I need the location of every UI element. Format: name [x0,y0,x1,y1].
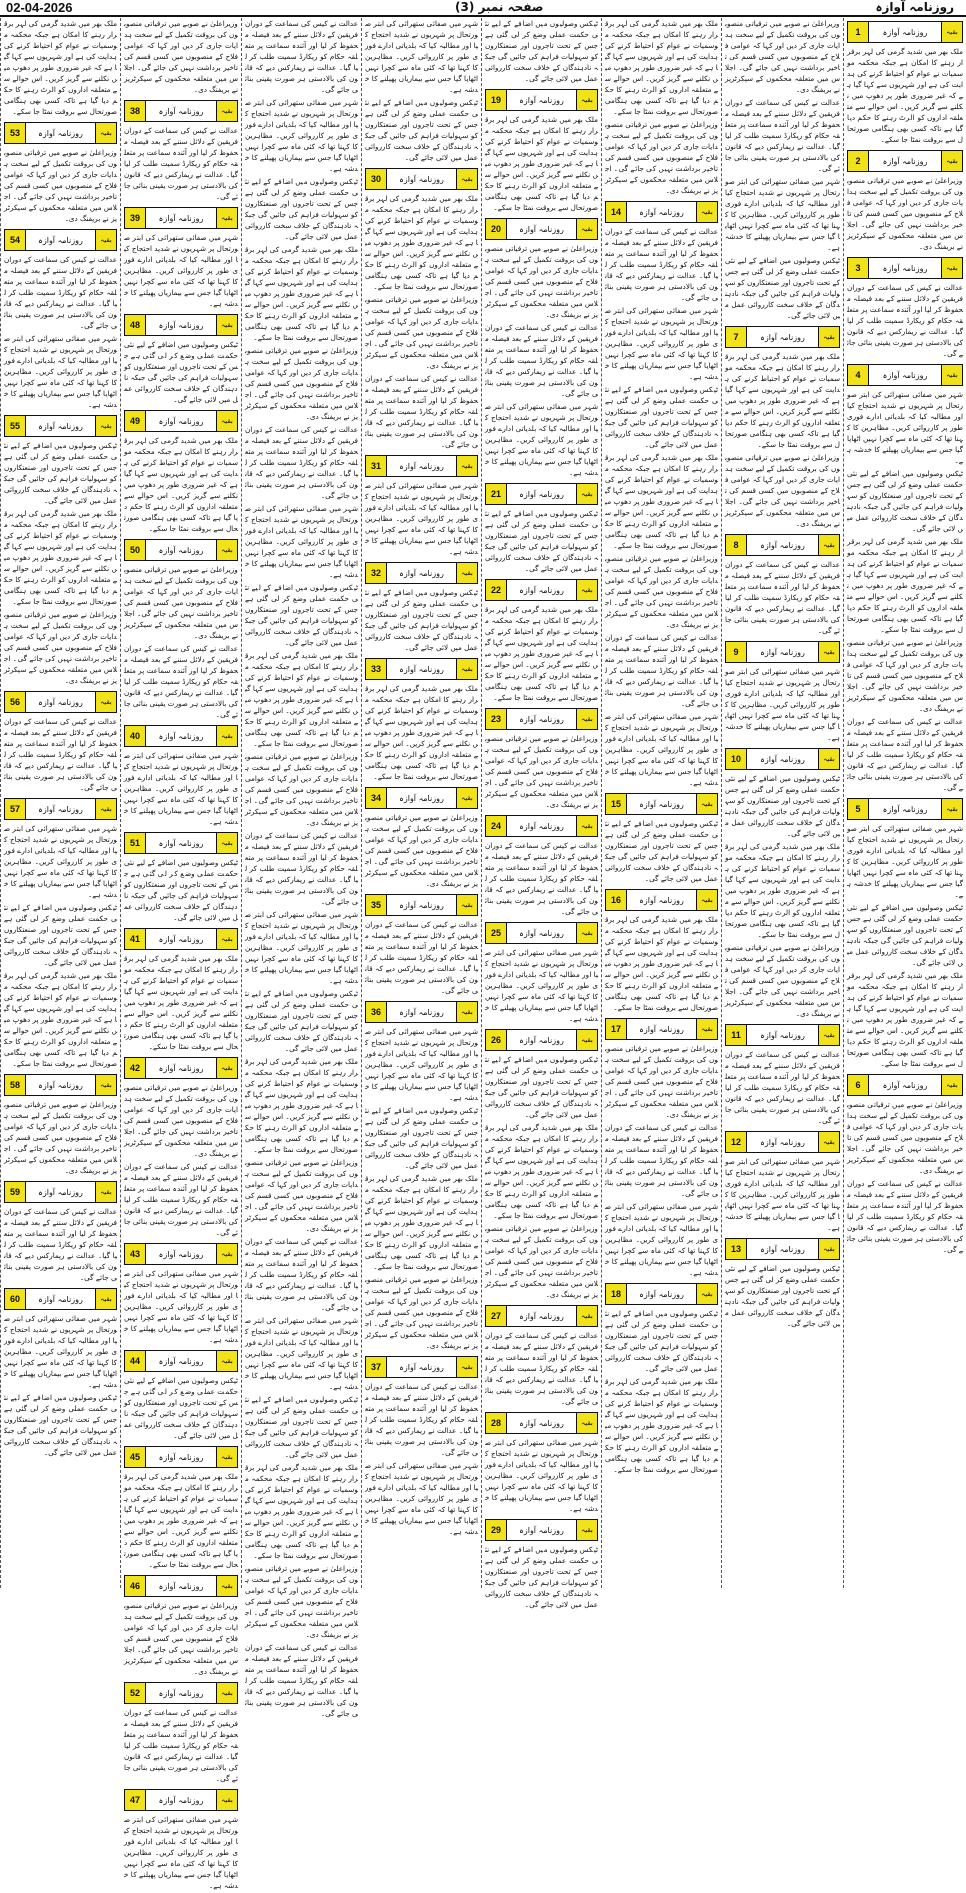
continuation-box: 16 روزنامہ آوازہ بقیہ [605,889,718,911]
column-1: 1 روزنامہ آوازہ بقیہ ملک بھر میں شدید گرمی کی لہر برقرار رہنے کا امکان ہے جبکہ محکمہ موسمیات نے عوام کو احتیاط کرنے کی ہدایت کی ہے اور شہریوں سے کہا گیا ہے کہ غیر ضروری طور پر دھوپ میں نکلنے سے گریز کریں۔ اس حوالے سے متعلقہ اداروں کو الرٹ رہنے کا حکم دیا گیا ہے تاکہ کسی بھی ہنگامی صورتحال سے بروقت نمٹا جا سکے۔ 2 روزنامہ آوازہ بقیہ وزیراعلیٰ نے صوبے میں ترقیاتی منصوبوں کی بروقت تکمیل کے لیے سخت ہدایات جاری کر دیں اور کہا کہ عوامی فلاح کے منصوبوں میں کسی قسم کی تاخیر برداشت نہیں کی جائے گی۔ اجلاس میں متعلقہ محکموں کے سیکرٹریز نے بریفنگ دی۔ 3 روزنامہ آوازہ بقیہ عدالت نے کیس کی سماعت کے دوران فریقین کے دلائل سننے کے بعد فیصلہ محفوظ کر لیا اور آئندہ سماعت پر متعلقہ حکام کو ریکارڈ سمیت طلب کر لیا گیا۔ عدالت نے ریمارکس دیے کہ قانون کی بالادستی ہر صورت یقینی بنائی جائے گی۔ 4 روزنامہ آوازہ بقیہ شہر میں صفائی ستھرائی کی ابتر صورتحال پر شہریوں نے شدید احتجاج کیا اور مطالبہ کیا کہ بلدیاتی ادارے فوری طور پر کارروائی کریں۔ مظاہرین کا کہنا تھا کہ کئی ماہ سے کچرا نہیں اٹھایا گیا جس سے بیماریاں پھیلنے کا خدشہ ہے۔ ٹیکس وصولیوں میں اضافے کے لیے نئی حکمت عملی وضع کر لی گئی ہے جس کے تحت تاجروں اور صنعتکاروں کو سہولیات فراہم کی جائیں گی جبکہ نادہندگان کے خلاف سخت کارروائی عمل میں لائی جائے گی۔ ملک بھر میں شدید گرمی کی لہر برقرار رہنے کا امکان ہے جبکہ محکمہ موسمیات نے عوام کو احتیاط کرنے کی ہدایت کی ہے اور شہریوں سے کہا گیا ہے کہ غیر ضروری طور پر دھوپ میں نکلنے سے گریز کریں۔ اس حوالے سے متعلقہ اداروں کو الرٹ رہنے کا حکم دیا گیا ہے تاکہ کسی بھی ہنگامی صورتحال سے بروقت نمٹا جا سکے۔ وزیراعلیٰ نے صوبے میں ترقیاتی منصوبوں کی بروقت تکمیل کے لیے سخت ہدایات جاری کر دیں اور کہا کہ عوامی فلاح کے منصوبوں میں کسی قسم کی تاخیر برداشت نہیں کی جائے گی۔ اجلاس میں متعلقہ محکموں کے سیکرٹریز نے بریفنگ دی۔ عدالت نے کیس کی سماعت کے دوران فریقین کے دلائل سننے کے بعد فیصلہ محفوظ کر لیا اور آئندہ سماعت پر متعلقہ حکام کو ریکارڈ سمیت طلب کر لیا گیا۔ عدالت نے ریمارکس دیے کہ قانون کی بالادستی ہر صورت یقینی بنائی جائے گی۔ 5 روزنامہ آوازہ بقیہ شہر میں صفائی ستھرائی کی ابتر صورتحال پر شہریوں نے شدید احتجاج کیا اور مطالبہ کیا کہ بلدیاتی ادارے فوری طور پر کارروائی کریں۔ مظاہرین کا کہنا تھا کہ کئی ماہ سے کچرا نہیں اٹھایا گیا جس سے بیماریاں پھیلنے کا خدشہ ہے۔ ٹیکس وصولیوں میں اضافے کے لیے نئی حکمت عملی وضع کر لی گئی ہے جس کے تحت تاجروں اور صنعتکاروں کو سہولیات فراہم کی جائیں گی جبکہ نادہندگان کے خلاف سخت کارروائی عمل میں لائی جائے گی۔ ملک بھر میں شدید گرمی کی لہر برقرار رہنے کا امکان ہے جبکہ محکمہ موسمیات نے عوام کو احتیاط کرنے کی ہدایت کی ہے اور شہریوں سے کہا گیا ہے کہ غیر ضروری طور پر دھوپ میں نکلنے سے گریز کریں۔ اس حوالے سے متعلقہ اداروں کو الرٹ رہنے کا حکم دیا گیا ہے تاکہ کسی بھی ہنگامی صورتحال سے بروقت نمٹا جا سکے۔ 6 روزنامہ آوازہ بقیہ وزیراعلیٰ نے صوبے میں ترقیاتی منصوبوں کی بروقت تکمیل کے لیے سخت ہدایات جاری کر دیں اور کہا کہ عوامی فلاح کے منصوبوں میں کسی قسم کی تاخیر برداشت نہیں کی جائے گی۔ اجلاس میں متعلقہ محکموں کے سیکرٹریز نے بریفنگ دی۔ عدالت نے کیس کی سماعت کے دوران فریقین کے دلائل سننے کے بعد فیصلہ محفوظ کر لیا اور آئندہ سماعت پر متعلقہ حکام کو ریکارڈ سمیت طلب کر لیا گیا۔ عدالت نے ریمارکس دیے کہ قانون کی بالادستی ہر صورت یقینی بنائی جائے گی۔ [843,18,966,1588]
continuation-box: 41 روزنامہ آوازہ بقیہ [124,928,238,950]
header-rule [0,15,966,17]
article-text: شہر میں صفائی ستھرائی کی ابتر صورتحال پر شہریوں نے شدید احتجاج کیا اور مطالبہ کیا کہ بلدیاتی ادارے فوری طور پر کارروائی کریں۔ مظاہرین کا کہنا تھا کہ کئی ماہ سے کچرا نہیں اٹھایا گیا جس سے بیماریاں پھیلنے کا خدشہ ہے۔ [4,1314,117,1389]
continuation-box: 30 روزنامہ آوازہ بقیہ [365,168,478,190]
continuation-box: 52 روزنامہ آوازہ بقیہ [124,1682,238,1704]
continuation-box: 26 روزنامہ آوازہ بقیہ [485,1029,598,1051]
continuation-box: 24 روزنامہ آوازہ بقیہ [485,815,598,837]
continuation-box: 45 روزنامہ آوازہ بقیہ [124,1446,238,1468]
continuation-box: 13 روزنامہ آوازہ بقیہ [725,1238,840,1260]
continuation-box: 29 روزنامہ آوازہ بقیہ [485,1519,598,1541]
continuation-box: 59 روزنامہ آوازہ بقیہ [4,1181,117,1203]
continuation-box: 1 روزنامہ آوازہ بقیہ [847,21,963,43]
continuation-box: 54 روزنامہ آوازہ بقیہ [4,229,117,251]
issue-date: 02-04-2026 [6,0,73,15]
continuation-box: 14 روزنامہ آوازہ بقیہ [605,201,718,223]
continuation-box: 10 روزنامہ آوازہ بقیہ [725,748,840,770]
masthead [0,0,966,16]
continuation-box: 15 روزنامہ آوازہ بقیہ [605,793,718,815]
continuation-box: 47 روزنامہ آوازہ بقیہ [124,1789,238,1811]
column-3: ملک بھر میں شدید گرمی کی لہر برقرار رہنے کا امکان ہے جبکہ محکمہ موسمیات نے عوام کو احتیاط کرنے کی ہدایت کی ہے اور شہریوں سے کہا گیا ہے کہ غیر ضروری طور پر دھوپ میں نکلنے سے گریز کریں۔ اس حوالے سے متعلقہ اداروں کو الرٹ رہنے کا حکم دیا گیا ہے تاکہ کسی بھی ہنگامی صورتحال سے بروقت نمٹا جا سکے۔ وزیراعلیٰ نے صوبے میں ترقیاتی منصوبوں کی بروقت تکمیل کے لیے سخت ہدایات جاری کر دیں اور کہا کہ عوامی فلاح کے منصوبوں میں کسی قسم کی تاخیر برداشت نہیں کی جائے گی۔ اجلاس میں متعلقہ محکموں کے سیکرٹریز نے بریفنگ دی۔ 14 روزنامہ آوازہ بقیہ عدالت نے کیس کی سماعت کے دوران فریقین کے دلائل سننے کے بعد فیصلہ محفوظ کر لیا اور آئندہ سماعت پر متعلقہ حکام کو ریکارڈ سمیت طلب کر لیا گیا۔ عدالت نے ریمارکس دیے کہ قانون کی بالادستی ہر صورت یقینی بنائی جائے گی۔ شہر میں صفائی ستھرائی کی ابتر صورتحال پر شہریوں نے شدید احتجاج کیا اور مطالبہ کیا کہ بلدیاتی ادارے فوری طور پر کارروائی کریں۔ مظاہرین کا کہنا تھا کہ کئی ماہ سے کچرا نہیں اٹھایا گیا جس سے بیماریاں پھیلنے کا خدشہ ہے۔ ٹیکس وصولیوں میں اضافے کے لیے نئی حکمت عملی وضع کر لی گئی ہے جس کے تحت تاجروں اور صنعتکاروں کو سہولیات فراہم کی جائیں گی جبکہ نادہندگان کے خلاف سخت کارروائی عمل میں لائی جائے گی۔ ملک بھر میں شدید گرمی کی لہر برقرار رہنے کا امکان ہے جبکہ محکمہ موسمیات نے عوام کو احتیاط کرنے کی ہدایت کی ہے اور شہریوں سے کہا گیا ہے کہ غیر ضروری طور پر دھوپ میں نکلنے سے گریز کریں۔ اس حوالے سے متعلقہ اداروں کو الرٹ رہنے کا حکم دیا گیا ہے تاکہ کسی بھی ہنگامی صورتحال سے بروقت نمٹا جا سکے۔ وزیراعلیٰ نے صوبے میں ترقیاتی منصوبوں کی بروقت تکمیل کے لیے سخت ہدایات جاری کر دیں اور کہا کہ عوامی فلاح کے منصوبوں میں کسی قسم کی تاخیر برداشت نہیں کی جائے گی۔ اجلاس میں متعلقہ محکموں کے سیکرٹریز نے بریفنگ دی۔ عدالت نے کیس کی سماعت کے دوران فریقین کے دلائل سننے کے بعد فیصلہ محفوظ کر لیا اور آئندہ سماعت پر متعلقہ حکام کو ریکارڈ سمیت طلب کر لیا گیا۔ عدالت نے ریمارکس دیے کہ قانون کی بالادستی ہر صورت یقینی بنائی جائے گی۔ شہر میں صفائی ستھرائی کی ابتر صورتحال پر شہریوں نے شدید احتجاج کیا اور مطالبہ کیا کہ بلدیاتی ادارے فوری طور پر کارروائی کریں۔ مظاہرین کا کہنا تھا کہ کئی ماہ سے کچرا نہیں اٹھایا گیا جس سے بیماریاں پھیلنے کا خدشہ ہے۔ 15 روزنامہ آوازہ بقیہ ٹیکس وصولیوں میں اضافے کے لیے نئی حکمت عملی وضع کر لی گئی ہے جس کے تحت تاجروں اور صنعتکاروں کو سہولیات فراہم کی جائیں گی جبکہ نادہندگان کے خلاف سخت کارروائی عمل میں لائی جائے گی۔ 16 روزنامہ آوازہ بقیہ ملک بھر میں شدید گرمی کی لہر برقرار رہنے کا امکان ہے جبکہ محکمہ موسمیات نے عوام کو احتیاط کرنے کی ہدایت کی ہے اور شہریوں سے کہا گیا ہے کہ غیر ضروری طور پر دھوپ میں نکلنے سے گریز کریں۔ اس حوالے سے متعلقہ اداروں کو الرٹ رہنے کا حکم دیا گیا ہے تاکہ کسی بھی ہنگامی صورتحال سے بروقت نمٹا جا سکے۔ 17 روزنامہ آوازہ بقیہ وزیراعلیٰ نے صوبے میں ترقیاتی منصوبوں کی بروقت تکمیل کے لیے سخت ہدایات جاری کر دیں اور کہا کہ عوامی فلاح کے منصوبوں میں کسی قسم کی تاخیر برداشت نہیں کی جائے گی۔ اجلاس میں متعلقہ محکموں کے سیکرٹریز نے بریفنگ دی۔ عدالت نے کیس کی سماعت کے دوران فریقین کے دلائل سننے کے بعد فیصلہ محفوظ کر لیا اور آئندہ سماعت پر متعلقہ حکام کو ریکارڈ سمیت طلب کر لیا گیا۔ عدالت نے ریمارکس دیے کہ قانون کی بالادستی ہر صورت یقینی بنائی جائے گی۔ شہر میں صفائی ستھرائی کی ابتر صورتحال پر شہریوں نے شدید احتجاج کیا اور مطالبہ کیا کہ بلدیاتی ادارے فوری طور پر کارروائی کریں۔ مظاہرین کا کہنا تھا کہ کئی ماہ سے کچرا نہیں اٹھایا گیا جس سے بیماریاں پھیلنے کا خدشہ ہے۔ 18 روزنامہ آوازہ بقیہ ٹیکس وصولیوں میں اضافے کے لیے نئی حکمت عملی وضع کر لی گئی ہے جس کے تحت تاجروں اور صنعتکاروں کو سہولیات فراہم کی جائیں گی جبکہ نادہندگان کے خلاف سخت کارروائی عمل میں لائی جائے گی۔ ملک بھر میں شدید گرمی کی لہر برقرار رہنے کا امکان ہے جبکہ محکمہ موسمیات نے عوام کو احتیاط کرنے کی ہدایت کی ہے اور شہریوں سے کہا گیا ہے کہ غیر ضروری طور پر دھوپ میں نکلنے سے گریز کریں۔ اس حوالے سے متعلقہ اداروں کو الرٹ رہنے کا حکم دیا گیا ہے تاکہ کسی بھی ہنگامی صورتحال سے بروقت نمٹا جا سکے۔ [601,18,721,1588]
continuation-box: 22 روزنامہ آوازہ بقیہ [485,579,598,601]
continuation-box: 28 روزنامہ آوازہ بقیہ [485,1412,598,1434]
continuation-box: 33 روزنامہ آوازہ بقیہ [365,658,478,680]
article-text: ٹیکس وصولیوں میں اضافے کے لیے نئی حکمت عملی وضع کر لی گئی ہے جس کے تحت تاجروں اور صنعتکاروں کو سہولیات فراہم کی جائیں گی جبکہ نادہندگان کے خلاف سخت کارروائی عمل میں لائی جائے گی۔ [4,441,117,505]
continuation-box: 37 روزنامہ آوازہ بقیہ [365,1356,478,1378]
continuation-box: 17 روزنامہ آوازہ بقیہ [605,1018,718,1040]
column-6: عدالت نے کیس کی سماعت کے دوران فریقین کے دلائل سننے کے بعد فیصلہ محفوظ کر لیا اور آئندہ سماعت پر متعلقہ حکام کو ریکارڈ سمیت طلب کر لیا گیا۔ عدالت نے ریمارکس دیے کہ قانون کی بالادستی ہر صورت یقینی بنائی جائے گی۔ شہر میں صفائی ستھرائی کی ابتر صورتحال پر شہریوں نے شدید احتجاج کیا اور مطالبہ کیا کہ بلدیاتی ادارے فوری طور پر کارروائی کریں۔ مظاہرین کا کہنا تھا کہ کئی ماہ سے کچرا نہیں اٹھایا گیا جس سے بیماریاں پھیلنے کا خدشہ ہے۔ ٹیکس وصولیوں میں اضافے کے لیے نئی حکمت عملی وضع کر لی گئی ہے جس کے تحت تاجروں اور صنعتکاروں کو سہولیات فراہم کی جائیں گی جبکہ نادہندگان کے خلاف سخت کارروائی عمل میں لائی جائے گی۔ ملک بھر میں شدید گرمی کی لہر برقرار رہنے کا امکان ہے جبکہ محکمہ موسمیات نے عوام کو احتیاط کرنے کی ہدایت کی ہے اور شہریوں سے کہا گیا ہے کہ غیر ضروری طور پر دھوپ میں نکلنے سے گریز کریں۔ اس حوالے سے متعلقہ اداروں کو الرٹ رہنے کا حکم دیا گیا ہے تاکہ کسی بھی ہنگامی صورتحال سے بروقت نمٹا جا سکے۔ وزیراعلیٰ نے صوبے میں ترقیاتی منصوبوں کی بروقت تکمیل کے لیے سخت ہدایات جاری کر دیں اور کہا کہ عوامی فلاح کے منصوبوں میں کسی قسم کی تاخیر برداشت نہیں کی جائے گی۔ اجلاس میں متعلقہ محکموں کے سیکرٹریز نے بریفنگ دی۔ عدالت نے کیس کی سماعت کے دوران فریقین کے دلائل سننے کے بعد فیصلہ محفوظ کر لیا اور آئندہ سماعت پر متعلقہ حکام کو ریکارڈ سمیت طلب کر لیا گیا۔ عدالت نے ریمارکس دیے کہ قانون کی بالادستی ہر صورت یقینی بنائی جائے گی۔ شہر میں صفائی ستھرائی کی ابتر صورتحال پر شہریوں نے شدید احتجاج کیا اور مطالبہ کیا کہ بلدیاتی ادارے فوری طور پر کارروائی کریں۔ مظاہرین کا کہنا تھا کہ کئی ماہ سے کچرا نہیں اٹھایا گیا جس سے بیماریاں پھیلنے کا خدشہ ہے۔ ٹیکس وصولیوں میں اضافے کے لیے نئی حکمت عملی وضع کر لی گئی ہے جس کے تحت تاجروں اور صنعتکاروں کو سہولیات فراہم کی جائیں گی جبکہ نادہندگان کے خلاف سخت کارروائی عمل میں لائی جائے گی۔ ملک بھر میں شدید گرمی کی لہر برقرار رہنے کا امکان ہے جبکہ محکمہ موسمیات نے عوام کو احتیاط کرنے کی ہدایت کی ہے اور شہریوں سے کہا گیا ہے کہ غیر ضروری طور پر دھوپ میں نکلنے سے گریز کریں۔ اس حوالے سے متعلقہ اداروں کو الرٹ رہنے کا حکم دیا گیا ہے تاکہ کسی بھی ہنگامی صورتحال سے بروقت نمٹا جا سکے۔ وزیراعلیٰ نے صوبے میں ترقیاتی منصوبوں کی بروقت تکمیل کے لیے سخت ہدایات جاری کر دیں اور کہا کہ عوامی فلاح کے منصوبوں میں کسی قسم کی تاخیر برداشت نہیں کی جائے گی۔ اجلاس میں متعلقہ محکموں کے سیکرٹریز نے بریفنگ دی۔ عدالت نے کیس کی سماعت کے دوران فریقین کے دلائل سننے کے بعد فیصلہ محفوظ کر لیا اور آئندہ سماعت پر متعلقہ حکام کو ریکارڈ سمیت طلب کر لیا گیا۔ عدالت نے ریمارکس دیے کہ قانون کی بالادستی ہر صورت یقینی بنائی جائے گی۔ شہر میں صفائی ستھرائی کی ابتر صورتحال پر شہریوں نے شدید احتجاج کیا اور مطالبہ کیا کہ بلدیاتی ادارے فوری طور پر کارروائی کریں۔ مظاہرین کا کہنا تھا کہ کئی ماہ سے کچرا نہیں اٹھایا گیا جس سے بیماریاں پھیلنے کا خدشہ ہے۔ ٹیکس وصولیوں میں اضافے کے لیے نئی حکمت عملی وضع کر لی گئی ہے جس کے تحت تاجروں اور صنعتکاروں کو سہولیات فراہم کی جائیں گی جبکہ نادہندگان کے خلاف سخت کارروائی عمل میں لائی جائے گی۔ ملک بھر میں شدید گرمی کی لہر برقرار رہنے کا امکان ہے جبکہ محکمہ موسمیات نے عوام کو احتیاط کرنے کی ہدایت کی ہے اور شہریوں سے کہا گیا ہے کہ غیر ضروری طور پر دھوپ میں نکلنے سے گریز کریں۔ اس حوالے سے متعلقہ اداروں کو الرٹ رہنے کا حکم دیا گیا ہے تاکہ کسی بھی ہنگامی صورتحال سے بروقت نمٹا جا سکے۔ وزیراعلیٰ نے صوبے میں ترقیاتی منصوبوں کی بروقت تکمیل کے لیے سخت ہدایات جاری کر دیں اور کہا کہ عوامی فلاح کے منصوبوں میں کسی قسم کی تاخیر برداشت نہیں کی جائے گی۔ اجلاس میں متعلقہ محکموں کے سیکرٹریز نے بریفنگ دی۔ عدالت نے کیس کی سماعت کے دوران فریقین کے دلائل سننے کے بعد فیصلہ محفوظ کر لیا اور آئندہ سماعت پر متعلقہ حکام کو ریکارڈ سمیت طلب کر لیا گیا۔ عدالت نے ریمارکس دیے کہ قانون کی بالادستی ہر صورت یقینی بنائی جائے گی۔ شہر میں صفائی ستھرائی کی ابتر صورتحال پر شہریوں نے شدید احتجاج کیا اور مطالبہ کیا کہ بلدیاتی ادارے فوری طور پر کارروائی کریں۔ مظاہرین کا کہنا تھا کہ کئی ماہ سے کچرا نہیں اٹھایا گیا جس سے بیماریاں پھیلنے کا خدشہ ہے۔ ٹیکس وصولیوں میں اضافے کے لیے نئی حکمت عملی وضع کر لی گئی ہے جس کے تحت تاجروں اور صنعتکاروں کو سہولیات فراہم کی جائیں گی جبکہ نادہندگان کے خلاف سخت کارروائی عمل میں لائی جائے گی۔ ملک بھر میں شدید گرمی کی لہر برقرار رہنے کا امکان ہے جبکہ محکمہ موسمیات نے عوام کو احتیاط کرنے کی ہدایت کی ہے اور شہریوں سے کہا گیا ہے کہ غیر ضروری طور پر دھوپ میں نکلنے سے گریز کریں۔ اس حوالے سے متعلقہ اداروں کو الرٹ رہنے کا حکم دیا گیا ہے تاکہ کسی بھی ہنگامی صورتحال سے بروقت نمٹا جا سکے۔ وزیراعلیٰ نے صوبے میں ترقیاتی منصوبوں کی بروقت تکمیل کے لیے سخت ہدایات جاری کر دیں اور کہا کہ عوامی فلاح کے منصوبوں میں کسی قسم کی تاخیر برداشت نہیں کی جائے گی۔ اجلاس میں متعلقہ محکموں کے سیکرٹریز نے بریفنگ دی۔ عدالت نے کیس کی سماعت کے دوران فریقین کے دلائل سننے کے بعد فیصلہ محفوظ کر لیا اور آئندہ سماعت پر متعلقہ حکام کو ریکارڈ سمیت طلب کر لیا گیا۔ عدالت نے ریمارکس دیے کہ قانون کی بالادستی ہر صورت یقینی بنائی جائے گی۔ [241,18,361,1588]
article-text: ملک بھر میں شدید گرمی کی لہر برقرار رہنے کا امکان ہے جبکہ محکمہ موسمیات نے عوام کو احتیاط کرنے کی ہدایت کی ہے اور شہریوں سے کہا گیا ہے کہ غیر ضروری طور پر دھوپ میں نکلنے سے گریز کریں۔ اس حوالے سے متعلقہ اداروں کو الرٹ رہنے کا حکم دیا گیا ہے تاکہ کسی بھی ہنگامی صورتحال سے بروقت نمٹا جا سکے۔ [4,19,117,116]
article-text: ٹیکس وصولیوں میں اضافے کے لیے نئی حکمت عملی وضع کر لی گئی ہے جس کے تحت تاجروں اور صنعتکاروں کو سہولیات فراہم کی جائیں گی جبکہ نادہندگان کے خلاف سخت کارروائی عمل میں لائی جائے گی۔ [4,1393,117,1457]
continuation-box: 20 روزنامہ آوازہ بقیہ [485,218,598,240]
continuation-box: 49 روزنامہ آوازہ بقیہ [124,410,238,432]
continuation-box: 39 روزنامہ آوازہ بقیہ [124,207,238,229]
continuation-box: 58 روزنامہ آوازہ بقیہ [4,1074,117,1096]
continuation-box: 50 روزنامہ آوازہ بقیہ [124,539,238,561]
column-5: شہر میں صفائی ستھرائی کی ابتر صورتحال پر شہریوں نے شدید احتجاج کیا اور مطالبہ کیا کہ بلدیاتی ادارے فوری طور پر کارروائی کریں۔ مظاہرین کا کہنا تھا کہ کئی ماہ سے کچرا نہیں اٹھایا گیا جس سے بیماریاں پھیلنے کا خدشہ ہے۔ ٹیکس وصولیوں میں اضافے کے لیے نئی حکمت عملی وضع کر لی گئی ہے جس کے تحت تاجروں اور صنعتکاروں کو سہولیات فراہم کی جائیں گی جبکہ نادہندگان کے خلاف سخت کارروائی عمل میں لائی جائے گی۔ 30 روزنامہ آوازہ بقیہ ملک بھر میں شدید گرمی کی لہر برقرار رہنے کا امکان ہے جبکہ محکمہ موسمیات نے عوام کو احتیاط کرنے کی ہدایت کی ہے اور شہریوں سے کہا گیا ہے کہ غیر ضروری طور پر دھوپ میں نکلنے سے گریز کریں۔ اس حوالے سے متعلقہ اداروں کو الرٹ رہنے کا حکم دیا گیا ہے تاکہ کسی بھی ہنگامی صورتحال سے بروقت نمٹا جا سکے۔ وزیراعلیٰ نے صوبے میں ترقیاتی منصوبوں کی بروقت تکمیل کے لیے سخت ہدایات جاری کر دیں اور کہا کہ عوامی فلاح کے منصوبوں میں کسی قسم کی تاخیر برداشت نہیں کی جائے گی۔ اجلاس میں متعلقہ محکموں کے سیکرٹریز نے بریفنگ دی۔ عدالت نے کیس کی سماعت کے دوران فریقین کے دلائل سننے کے بعد فیصلہ محفوظ کر لیا اور آئندہ سماعت پر متعلقہ حکام کو ریکارڈ سمیت طلب کر لیا گیا۔ عدالت نے ریمارکس دیے کہ قانون کی بالادستی ہر صورت یقینی بنائی جائے گی۔ 31 روزنامہ آوازہ بقیہ شہر میں صفائی ستھرائی کی ابتر صورتحال پر شہریوں نے شدید احتجاج کیا اور مطالبہ کیا کہ بلدیاتی ادارے فوری طور پر کارروائی کریں۔ مظاہرین کا کہنا تھا کہ کئی ماہ سے کچرا نہیں اٹھایا گیا جس سے بیماریاں پھیلنے کا خدشہ ہے۔ 32 روزنامہ آوازہ بقیہ ٹیکس وصولیوں میں اضافے کے لیے نئی حکمت عملی وضع کر لی گئی ہے جس کے تحت تاجروں اور صنعتکاروں کو سہولیات فراہم کی جائیں گی جبکہ نادہندگان کے خلاف سخت کارروائی عمل میں لائی جائے گی۔ 33 روزنامہ آوازہ بقیہ ملک بھر میں شدید گرمی کی لہر برقرار رہنے کا امکان ہے جبکہ محکمہ موسمیات نے عوام کو احتیاط کرنے کی ہدایت کی ہے اور شہریوں سے کہا گیا ہے کہ غیر ضروری طور پر دھوپ میں نکلنے سے گریز کریں۔ اس حوالے سے متعلقہ اداروں کو الرٹ رہنے کا حکم دیا گیا ہے تاکہ کسی بھی ہنگامی صورتحال سے بروقت نمٹا جا سکے۔ 34 روزنامہ آوازہ بقیہ وزیراعلیٰ نے صوبے میں ترقیاتی منصوبوں کی بروقت تکمیل کے لیے سخت ہدایات جاری کر دیں اور کہا کہ عوامی فلاح کے منصوبوں میں کسی قسم کی تاخیر برداشت نہیں کی جائے گی۔ اجلاس میں متعلقہ محکموں کے سیکرٹریز نے بریفنگ دی۔ 35 روزنامہ آوازہ بقیہ عدالت نے کیس کی سماعت کے دوران فریقین کے دلائل سننے کے بعد فیصلہ محفوظ کر لیا اور آئندہ سماعت پر متعلقہ حکام کو ریکارڈ سمیت طلب کر لیا گیا۔ عدالت نے ریمارکس دیے کہ قانون کی بالادستی ہر صورت یقینی بنائی جائے گی۔ 36 روزنامہ آوازہ بقیہ شہر میں صفائی ستھرائی کی ابتر صورتحال پر شہریوں نے شدید احتجاج کیا اور مطالبہ کیا کہ بلدیاتی ادارے فوری طور پر کارروائی کریں۔ مظاہرین کا کہنا تھا کہ کئی ماہ سے کچرا نہیں اٹھایا گیا جس سے بیماریاں پھیلنے کا خدشہ ہے۔ ٹیکس وصولیوں میں اضافے کے لیے نئی حکمت عملی وضع کر لی گئی ہے جس کے تحت تاجروں اور صنعتکاروں کو سہولیات فراہم کی جائیں گی جبکہ نادہندگان کے خلاف سخت کارروائی عمل میں لائی جائے گی۔ ملک بھر میں شدید گرمی کی لہر برقرار رہنے کا امکان ہے جبکہ محکمہ موسمیات نے عوام کو احتیاط کرنے کی ہدایت کی ہے اور شہریوں سے کہا گیا ہے کہ غیر ضروری طور پر دھوپ میں نکلنے سے گریز کریں۔ اس حوالے سے متعلقہ اداروں کو الرٹ رہنے کا حکم دیا گیا ہے تاکہ کسی بھی ہنگامی صورتحال سے بروقت نمٹا جا سکے۔ وزیراعلیٰ نے صوبے میں ترقیاتی منصوبوں کی بروقت تکمیل کے لیے سخت ہدایات جاری کر دیں اور کہا کہ عوامی فلاح کے منصوبوں میں کسی قسم کی تاخیر برداشت نہیں کی جائے گی۔ اجلاس میں متعلقہ محکموں کے سیکرٹریز نے بریفنگ دی۔ 37 روزنامہ آوازہ بقیہ عدالت نے کیس کی سماعت کے دوران فریقین کے دلائل سننے کے بعد فیصلہ محفوظ کر لیا اور آئندہ سماعت پر متعلقہ حکام کو ریکارڈ سمیت طلب کر لیا گیا۔ عدالت نے ریمارکس دیے کہ قانون کی بالادستی ہر صورت یقینی بنائی جائے گی۔ شہر میں صفائی ستھرائی کی ابتر صورتحال پر شہریوں نے شدید احتجاج کیا اور مطالبہ کیا کہ بلدیاتی ادارے فوری طور پر کارروائی کریں۔ مظاہرین کا کہنا تھا کہ کئی ماہ سے کچرا نہیں اٹھایا گیا جس سے بیماریاں پھیلنے کا خدشہ ہے۔ [361,18,481,1588]
continuation-box: 27 روزنامہ آوازہ بقیہ [485,1305,598,1327]
article-text: شہر میں صفائی ستھرائی کی ابتر صورتحال پر شہریوں نے شدید احتجاج کیا اور مطالبہ کیا کہ بلدیاتی ادارے فوری طور پر کارروائی کریں۔ مظاہرین کا کہنا تھا کہ کئی ماہ سے کچرا نہیں اٹھایا گیا جس سے بیماریاں پھیلنے کا خدشہ ہے۔ [4,334,117,409]
continuation-box: 60 روزنامہ آوازہ بقیہ [4,1288,117,1310]
continuation-box: 21 روزنامہ آوازہ بقیہ [485,483,598,505]
continuation-box: 48 روزنامہ آوازہ بقیہ [124,314,238,336]
continuation-box: 5 روزنامہ آوازہ بقیہ [847,798,963,820]
continuation-box: 40 روزنامہ آوازہ بقیہ [124,725,238,747]
continuation-box: 6 روزنامہ آوازہ بقیہ [847,1074,963,1096]
continuation-box: 46 روزنامہ آوازہ بقیہ [124,1575,238,1597]
continuation-box: 56 روزنامہ آوازہ بقیہ [4,691,117,713]
continuation-box: 9 روزنامہ آوازہ بقیہ [725,641,840,663]
article-text: ٹیکس وصولیوں میں اضافے کے لیے نئی حکمت عملی وضع کر لی گئی ہے جس کے تحت تاجروں اور صنعتکاروں کو سہولیات فراہم کی جائیں گی جبکہ نادہندگان کے خلاف سخت کارروائی عمل میں لائی جائے گی۔ [4,903,117,967]
continuation-box: 31 روزنامہ آوازہ بقیہ [365,455,478,477]
column-2: وزیراعلیٰ نے صوبے میں ترقیاتی منصوبوں کی بروقت تکمیل کے لیے سخت ہدایات جاری کر دیں اور کہا کہ عوامی فلاح کے منصوبوں میں کسی قسم کی تاخیر برداشت نہیں کی جائے گی۔ اجلاس میں متعلقہ محکموں کے سیکرٹریز نے بریفنگ دی۔ عدالت نے کیس کی سماعت کے دوران فریقین کے دلائل سننے کے بعد فیصلہ محفوظ کر لیا اور آئندہ سماعت پر متعلقہ حکام کو ریکارڈ سمیت طلب کر لیا گیا۔ عدالت نے ریمارکس دیے کہ قانون کی بالادستی ہر صورت یقینی بنائی جائے گی۔ شہر میں صفائی ستھرائی کی ابتر صورتحال پر شہریوں نے شدید احتجاج کیا اور مطالبہ کیا کہ بلدیاتی ادارے فوری طور پر کارروائی کریں۔ مظاہرین کا کہنا تھا کہ کئی ماہ سے کچرا نہیں اٹھایا گیا جس سے بیماریاں پھیلنے کا خدشہ ہے۔ ٹیکس وصولیوں میں اضافے کے لیے نئی حکمت عملی وضع کر لی گئی ہے جس کے تحت تاجروں اور صنعتکاروں کو سہولیات فراہم کی جائیں گی جبکہ نادہندگان کے خلاف سخت کارروائی عمل میں لائی جائے گی۔ 7 روزنامہ آوازہ بقیہ ملک بھر میں شدید گرمی کی لہر برقرار رہنے کا امکان ہے جبکہ محکمہ موسمیات نے عوام کو احتیاط کرنے کی ہدایت کی ہے اور شہریوں سے کہا گیا ہے کہ غیر ضروری طور پر دھوپ میں نکلنے سے گریز کریں۔ اس حوالے سے متعلقہ اداروں کو الرٹ رہنے کا حکم دیا گیا ہے تاکہ کسی بھی ہنگامی صورتحال سے بروقت نمٹا جا سکے۔ وزیراعلیٰ نے صوبے میں ترقیاتی منصوبوں کی بروقت تکمیل کے لیے سخت ہدایات جاری کر دیں اور کہا کہ عوامی فلاح کے منصوبوں میں کسی قسم کی تاخیر برداشت نہیں کی جائے گی۔ اجلاس میں متعلقہ محکموں کے سیکرٹریز نے بریفنگ دی۔ 8 روزنامہ آوازہ بقیہ عدالت نے کیس کی سماعت کے دوران فریقین کے دلائل سننے کے بعد فیصلہ محفوظ کر لیا اور آئندہ سماعت پر متعلقہ حکام کو ریکارڈ سمیت طلب کر لیا گیا۔ عدالت نے ریمارکس دیے کہ قانون کی بالادستی ہر صورت یقینی بنائی جائے گی۔ 9 روزنامہ آوازہ بقیہ شہر میں صفائی ستھرائی کی ابتر صورتحال پر شہریوں نے شدید احتجاج کیا اور مطالبہ کیا کہ بلدیاتی ادارے فوری طور پر کارروائی کریں۔ مظاہرین کا کہنا تھا کہ کئی ماہ سے کچرا نہیں اٹھایا گیا جس سے بیماریاں پھیلنے کا خدشہ ہے۔ 10 روزنامہ آوازہ بقیہ ٹیکس وصولیوں میں اضافے کے لیے نئی حکمت عملی وضع کر لی گئی ہے جس کے تحت تاجروں اور صنعتکاروں کو سہولیات فراہم کی جائیں گی جبکہ نادہندگان کے خلاف سخت کارروائی عمل میں لائی جائے گی۔ ملک بھر میں شدید گرمی کی لہر برقرار رہنے کا امکان ہے جبکہ محکمہ موسمیات نے عوام کو احتیاط کرنے کی ہدایت کی ہے اور شہریوں سے کہا گیا ہے کہ غیر ضروری طور پر دھوپ میں نکلنے سے گریز کریں۔ اس حوالے سے متعلقہ اداروں کو الرٹ رہنے کا حکم دیا گیا ہے تاکہ کسی بھی ہنگامی صورتحال سے بروقت نمٹا جا سکے۔ وزیراعلیٰ نے صوبے میں ترقیاتی منصوبوں کی بروقت تکمیل کے لیے سخت ہدایات جاری کر دیں اور کہا کہ عوامی فلاح کے منصوبوں میں کسی قسم کی تاخیر برداشت نہیں کی جائے گی۔ اجلاس میں متعلقہ محکموں کے سیکرٹریز نے بریفنگ دی۔ 11 روزنامہ آوازہ بقیہ عدالت نے کیس کی سماعت کے دوران فریقین کے دلائل سننے کے بعد فیصلہ محفوظ کر لیا اور آئندہ سماعت پر متعلقہ حکام کو ریکارڈ سمیت طلب کر لیا گیا۔ عدالت نے ریمارکس دیے کہ قانون کی بالادستی ہر صورت یقینی بنائی جائے گی۔ 12 روزنامہ آوازہ بقیہ شہر میں صفائی ستھرائی کی ابتر صورتحال پر شہریوں نے شدید احتجاج کیا اور مطالبہ کیا کہ بلدیاتی ادارے فوری طور پر کارروائی کریں۔ مظاہرین کا کہنا تھا کہ کئی ماہ سے کچرا نہیں اٹھایا گیا جس سے بیماریاں پھیلنے کا خدشہ ہے۔ 13 روزنامہ آوازہ بقیہ ٹیکس وصولیوں میں اضافے کے لیے نئی حکمت عملی وضع کر لی گئی ہے جس کے تحت تاجروں اور صنعتکاروں کو سہولیات فراہم کی جائیں گی جبکہ نادہندگان کے خلاف سخت کارروائی عمل میں لائی جائے گی۔ [721,18,843,1588]
continuation-box: 4 روزنامہ آوازہ بقیہ [847,364,963,386]
column-8 [0,18,120,1588]
article-text: عدالت نے کیس کی سماعت کے دوران فریقین کے دلائل سننے کے بعد فیصلہ محفوظ کر لیا اور آئندہ سماعت پر متعلقہ حکام کو ریکارڈ سمیت طلب کر لیا گیا۔ عدالت نے ریمارکس دیے کہ قانون کی بالادستی ہر صورت یقینی بنائی جائے گی۔ [4,255,117,330]
article-text: عدالت نے کیس کی سماعت کے دوران فریقین کے دلائل سننے کے بعد فیصلہ محفوظ کر لیا اور آئندہ سماعت پر متعلقہ حکام کو ریکارڈ سمیت طلب کر لیا گیا۔ عدالت نے ریمارکس دیے کہ قانون کی بالادستی ہر صورت یقینی بنائی جائے گی۔ [4,717,117,792]
continuation-box: 35 روزنامہ آوازہ بقیہ [365,894,478,916]
continuation-box: 7 روزنامہ آوازہ بقیہ [725,326,840,348]
continuation-box: 3 روزنامہ آوازہ بقیہ [847,257,963,279]
article-text: وزیراعلیٰ نے صوبے میں ترقیاتی منصوبوں کی بروقت تکمیل کے لیے سخت ہدایات جاری کر دیں اور کہا کہ عوامی فلاح کے منصوبوں میں کسی قسم کی تاخیر برداشت نہیں کی جائے گی۔ اجلاس میں متعلقہ محکموں کے سیکرٹریز نے بریفنگ دی۔ [4,1100,117,1175]
continuation-box: 25 روزنامہ آوازہ بقیہ [485,922,598,944]
continuation-box: 34 روزنامہ آوازہ بقیہ [365,787,478,809]
column-4: ٹیکس وصولیوں میں اضافے کے لیے نئی حکمت عملی وضع کر لی گئی ہے جس کے تحت تاجروں اور صنعتکاروں کو سہولیات فراہم کی جائیں گی جبکہ نادہندگان کے خلاف سخت کارروائی عمل میں لائی جائے گی۔ 19 روزنامہ آوازہ بقیہ ملک بھر میں شدید گرمی کی لہر برقرار رہنے کا امکان ہے جبکہ محکمہ موسمیات نے عوام کو احتیاط کرنے کی ہدایت کی ہے اور شہریوں سے کہا گیا ہے کہ غیر ضروری طور پر دھوپ میں نکلنے سے گریز کریں۔ اس حوالے سے متعلقہ اداروں کو الرٹ رہنے کا حکم دیا گیا ہے تاکہ کسی بھی ہنگامی صورتحال سے بروقت نمٹا جا سکے۔ 20 روزنامہ آوازہ بقیہ وزیراعلیٰ نے صوبے میں ترقیاتی منصوبوں کی بروقت تکمیل کے لیے سخت ہدایات جاری کر دیں اور کہا کہ عوامی فلاح کے منصوبوں میں کسی قسم کی تاخیر برداشت نہیں کی جائے گی۔ اجلاس میں متعلقہ محکموں کے سیکرٹریز نے بریفنگ دی۔ عدالت نے کیس کی سماعت کے دوران فریقین کے دلائل سننے کے بعد فیصلہ محفوظ کر لیا اور آئندہ سماعت پر متعلقہ حکام کو ریکارڈ سمیت طلب کر لیا گیا۔ عدالت نے ریمارکس دیے کہ قانون کی بالادستی ہر صورت یقینی بنائی جائے گی۔ شہر میں صفائی ستھرائی کی ابتر صورتحال پر شہریوں نے شدید احتجاج کیا اور مطالبہ کیا کہ بلدیاتی ادارے فوری طور پر کارروائی کریں۔ مظاہرین کا کہنا تھا کہ کئی ماہ سے کچرا نہیں اٹھایا گیا جس سے بیماریاں پھیلنے کا خدشہ ہے۔ 21 روزنامہ آوازہ بقیہ ٹیکس وصولیوں میں اضافے کے لیے نئی حکمت عملی وضع کر لی گئی ہے جس کے تحت تاجروں اور صنعتکاروں کو سہولیات فراہم کی جائیں گی جبکہ نادہندگان کے خلاف سخت کارروائی عمل میں لائی جائے گی۔ 22 روزنامہ آوازہ بقیہ ملک بھر میں شدید گرمی کی لہر برقرار رہنے کا امکان ہے جبکہ محکمہ موسمیات نے عوام کو احتیاط کرنے کی ہدایت کی ہے اور شہریوں سے کہا گیا ہے کہ غیر ضروری طور پر دھوپ میں نکلنے سے گریز کریں۔ اس حوالے سے متعلقہ اداروں کو الرٹ رہنے کا حکم دیا گیا ہے تاکہ کسی بھی ہنگامی صورتحال سے بروقت نمٹا جا سکے۔ 23 روزنامہ آوازہ بقیہ وزیراعلیٰ نے صوبے میں ترقیاتی منصوبوں کی بروقت تکمیل کے لیے سخت ہدایات جاری کر دیں اور کہا کہ عوامی فلاح کے منصوبوں میں کسی قسم کی تاخیر برداشت نہیں کی جائے گی۔ اجلاس میں متعلقہ محکموں کے سیکرٹریز نے بریفنگ دی۔ 24 روزنامہ آوازہ بقیہ عدالت نے کیس کی سماعت کے دوران فریقین کے دلائل سننے کے بعد فیصلہ محفوظ کر لیا اور آئندہ سماعت پر متعلقہ حکام کو ریکارڈ سمیت طلب کر لیا گیا۔ عدالت نے ریمارکس دیے کہ قانون کی بالادستی ہر صورت یقینی بنائی جائے گی۔ 25 روزنامہ آوازہ بقیہ شہر میں صفائی ستھرائی کی ابتر صورتحال پر شہریوں نے شدید احتجاج کیا اور مطالبہ کیا کہ بلدیاتی ادارے فوری طور پر کارروائی کریں۔ مظاہرین کا کہنا تھا کہ کئی ماہ سے کچرا نہیں اٹھایا گیا جس سے بیماریاں پھیلنے کا خدشہ ہے۔ 26 روزنامہ آوازہ بقیہ ٹیکس وصولیوں میں اضافے کے لیے نئی حکمت عملی وضع کر لی گئی ہے جس کے تحت تاجروں اور صنعتکاروں کو سہولیات فراہم کی جائیں گی جبکہ نادہندگان کے خلاف سخت کارروائی عمل میں لائی جائے گی۔ ملک بھر میں شدید گرمی کی لہر برقرار رہنے کا امکان ہے جبکہ محکمہ موسمیات نے عوام کو احتیاط کرنے کی ہدایت کی ہے اور شہریوں سے کہا گیا ہے کہ غیر ضروری طور پر دھوپ میں نکلنے سے گریز کریں۔ اس حوالے سے متعلقہ اداروں کو الرٹ رہنے کا حکم دیا گیا ہے تاکہ کسی بھی ہنگامی صورتحال سے بروقت نمٹا جا سکے۔ وزیراعلیٰ نے صوبے میں ترقیاتی منصوبوں کی بروقت تکمیل کے لیے سخت ہدایات جاری کر دیں اور کہا کہ عوامی فلاح کے منصوبوں میں کسی قسم کی تاخیر برداشت نہیں کی جائے گی۔ اجلاس میں متعلقہ محکموں کے سیکرٹریز نے بریفنگ دی۔ 27 روزنامہ آوازہ بقیہ عدالت نے کیس کی سماعت کے دوران فریقین کے دلائل سننے کے بعد فیصلہ محفوظ کر لیا اور آئندہ سماعت پر متعلقہ حکام کو ریکارڈ سمیت طلب کر لیا گیا۔ عدالت نے ریمارکس دیے کہ قانون کی بالادستی ہر صورت یقینی بنائی جائے گی۔ 28 روزنامہ آوازہ بقیہ شہر میں صفائی ستھرائی کی ابتر صورتحال پر شہریوں نے شدید احتجاج کیا اور مطالبہ کیا کہ بلدیاتی ادارے فوری طور پر کارروائی کریں۔ مظاہرین کا کہنا تھا کہ کئی ماہ سے کچرا نہیں اٹھایا گیا جس سے بیماریاں پھیلنے کا خدشہ ہے۔ 29 روزنامہ آوازہ بقیہ ٹیکس وصولیوں میں اضافے کے لیے نئی حکمت عملی وضع کر لی گئی ہے جس کے تحت تاجروں اور صنعتکاروں کو سہولیات فراہم کی جائیں گی جبکہ نادہندگان کے خلاف سخت کارروائی عمل میں لائی جائے گی۔ [481,18,601,1588]
continuation-box: 42 روزنامہ آوازہ بقیہ [124,1057,238,1079]
page-number: صفحہ نمبر (3) [455,0,544,14]
continuation-box: 11 روزنامہ آوازہ بقیہ [725,1024,840,1046]
continuation-box: 19 روزنامہ آوازہ بقیہ [485,89,598,111]
continuation-box: 23 روزنامہ آوازہ بقیہ [485,708,598,730]
continuation-box: 2 روزنامہ آوازہ بقیہ [847,150,963,172]
continuation-box: 38 روزنامہ آوازہ بقیہ [124,100,238,122]
continuation-box: 55 روزنامہ آوازہ بقیہ [4,415,117,437]
continuation-box: 43 روزنامہ آوازہ بقیہ [124,1243,238,1265]
continuation-box: 12 روزنامہ آوازہ بقیہ [725,1131,840,1153]
continuation-box: 8 روزنامہ آوازہ بقیہ [725,534,840,556]
continuation-box: 18 روزنامہ آوازہ بقیہ [605,1283,718,1305]
continuation-box: 53 روزنامہ آوازہ بقیہ [4,122,117,144]
article-text: ملک بھر میں شدید گرمی کی لہر برقرار رہنے کا امکان ہے جبکہ محکمہ موسمیات نے عوام کو احتیاط کرنے کی ہدایت کی ہے اور شہریوں سے کہا گیا ہے کہ غیر ضروری طور پر دھوپ میں نکلنے سے گریز کریں۔ اس حوالے سے متعلقہ اداروں کو الرٹ رہنے کا حکم دیا گیا ہے تاکہ کسی بھی ہنگامی صورتحال سے بروقت نمٹا جا سکے۔ [4,509,117,606]
continuation-box: 32 روزنامہ آوازہ بقیہ [365,562,478,584]
newspaper-name: روزنامہ آوازہ [875,0,954,14]
column-7: وزیراعلیٰ نے صوبے میں ترقیاتی منصوبوں کی بروقت تکمیل کے لیے سخت ہدایات جاری کر دیں اور کہا کہ عوامی فلاح کے منصوبوں میں کسی قسم کی تاخیر برداشت نہیں کی جائے گی۔ اجلاس میں متعلقہ محکموں کے سیکرٹریز نے بریفنگ دی۔ 38 روزنامہ آوازہ بقیہ عدالت نے کیس کی سماعت کے دوران فریقین کے دلائل سننے کے بعد فیصلہ محفوظ کر لیا اور آئندہ سماعت پر متعلقہ حکام کو ریکارڈ سمیت طلب کر لیا گیا۔ عدالت نے ریمارکس دیے کہ قانون کی بالادستی ہر صورت یقینی بنائی جائے گی۔ 39 روزنامہ آوازہ بقیہ شہر میں صفائی ستھرائی کی ابتر صورتحال پر شہریوں نے شدید احتجاج کیا اور مطالبہ کیا کہ بلدیاتی ادارے فوری طور پر کارروائی کریں۔ مظاہرین کا کہنا تھا کہ کئی ماہ سے کچرا نہیں اٹھایا گیا جس سے بیماریاں پھیلنے کا خدشہ ہے۔ 48 روزنامہ آوازہ بقیہ ٹیکس وصولیوں میں اضافے کے لیے نئی حکمت عملی وضع کر لی گئی ہے جس کے تحت تاجروں اور صنعتکاروں کو سہولیات فراہم کی جائیں گی جبکہ نادہندگان کے خلاف سخت کارروائی عمل میں لائی جائے گی۔ 49 روزنامہ آوازہ بقیہ ملک بھر میں شدید گرمی کی لہر برقرار رہنے کا امکان ہے جبکہ محکمہ موسمیات نے عوام کو احتیاط کرنے کی ہدایت کی ہے اور شہریوں سے کہا گیا ہے کہ غیر ضروری طور پر دھوپ میں نکلنے سے گریز کریں۔ اس حوالے سے متعلقہ اداروں کو الرٹ رہنے کا حکم دیا گیا ہے تاکہ کسی بھی ہنگامی صورتحال سے بروقت نمٹا جا سکے۔ 50 روزنامہ آوازہ بقیہ وزیراعلیٰ نے صوبے میں ترقیاتی منصوبوں کی بروقت تکمیل کے لیے سخت ہدایات جاری کر دیں اور کہا کہ عوامی فلاح کے منصوبوں میں کسی قسم کی تاخیر برداشت نہیں کی جائے گی۔ اجلاس میں متعلقہ محکموں کے سیکرٹریز نے بریفنگ دی۔ عدالت نے کیس کی سماعت کے دوران فریقین کے دلائل سننے کے بعد فیصلہ محفوظ کر لیا اور آئندہ سماعت پر متعلقہ حکام کو ریکارڈ سمیت طلب کر لیا گیا۔ عدالت نے ریمارکس دیے کہ قانون کی بالادستی ہر صورت یقینی بنائی جائے گی۔ 40 روزنامہ آوازہ بقیہ شہر میں صفائی ستھرائی کی ابتر صورتحال پر شہریوں نے شدید احتجاج کیا اور مطالبہ کیا کہ بلدیاتی ادارے فوری طور پر کارروائی کریں۔ مظاہرین کا کہنا تھا کہ کئی ماہ سے کچرا نہیں اٹھایا گیا جس سے بیماریاں پھیلنے کا خدشہ ہے۔ 51 روزنامہ آوازہ بقیہ ٹیکس وصولیوں میں اضافے کے لیے نئی حکمت عملی وضع کر لی گئی ہے جس کے تحت تاجروں اور صنعتکاروں کو سہولیات فراہم کی جائیں گی جبکہ نادہندگان کے خلاف سخت کارروائی عمل میں لائی جائے گی۔ 41 روزنامہ آوازہ بقیہ ملک بھر میں شدید گرمی کی لہر برقرار رہنے کا امکان ہے جبکہ محکمہ موسمیات نے عوام کو احتیاط کرنے کی ہدایت کی ہے اور شہریوں سے کہا گیا ہے کہ غیر ضروری طور پر دھوپ میں نکلنے سے گریز کریں۔ اس حوالے سے متعلقہ اداروں کو الرٹ رہنے کا حکم دیا گیا ہے تاکہ کسی بھی ہنگامی صورتحال سے بروقت نمٹا جا سکے۔ 42 روزنامہ آوازہ بقیہ وزیراعلیٰ نے صوبے میں ترقیاتی منصوبوں کی بروقت تکمیل کے لیے سخت ہدایات جاری کر دیں اور کہا کہ عوامی فلاح کے منصوبوں میں کسی قسم کی تاخیر برداشت نہیں کی جائے گی۔ اجلاس میں متعلقہ محکموں کے سیکرٹریز نے بریفنگ دی۔ عدالت نے کیس کی سماعت کے دوران فریقین کے دلائل سننے کے بعد فیصلہ محفوظ کر لیا اور آئندہ سماعت پر متعلقہ حکام کو ریکارڈ سمیت طلب کر لیا گیا۔ عدالت نے ریمارکس دیے کہ قانون کی بالادستی ہر صورت یقینی بنائی جائے گی۔ 43 روزنامہ آوازہ بقیہ شہر میں صفائی ستھرائی کی ابتر صورتحال پر شہریوں نے شدید احتجاج کیا اور مطالبہ کیا کہ بلدیاتی ادارے فوری طور پر کارروائی کریں۔ مظاہرین کا کہنا تھا کہ کئی ماہ سے کچرا نہیں اٹھایا گیا جس سے بیماریاں پھیلنے کا خدشہ ہے۔ 44 روزنامہ آوازہ بقیہ ٹیکس وصولیوں میں اضافے کے لیے نئی حکمت عملی وضع کر لی گئی ہے جس کے تحت تاجروں اور صنعتکاروں کو سہولیات فراہم کی جائیں گی جبکہ نادہندگان کے خلاف سخت کارروائی عمل میں لائی جائے گی۔ 45 روزنامہ آوازہ بقیہ ملک بھر میں شدید گرمی کی لہر برقرار رہنے کا امکان ہے جبکہ محکمہ موسمیات نے عوام کو احتیاط کرنے کی ہدایت کی ہے اور شہریوں سے کہا گیا ہے کہ غیر ضروری طور پر دھوپ میں نکلنے سے گریز کریں۔ اس حوالے سے متعلقہ اداروں کو الرٹ رہنے کا حکم دیا گیا ہے تاکہ کسی بھی ہنگامی صورتحال سے بروقت نمٹا جا سکے۔ 46 روزنامہ آوازہ بقیہ وزیراعلیٰ نے صوبے میں ترقیاتی منصوبوں کی بروقت تکمیل کے لیے سخت ہدایات جاری کر دیں اور کہا کہ عوامی فلاح کے منصوبوں میں کسی قسم کی تاخیر برداشت نہیں کی جائے گی۔ اجلاس میں متعلقہ محکموں کے سیکرٹریز نے بریفنگ دی۔ 52 روزنامہ آوازہ بقیہ عدالت نے کیس کی سماعت کے دوران فریقین کے دلائل سننے کے بعد فیصلہ محفوظ کر لیا اور آئندہ سماعت پر متعلقہ حکام کو ریکارڈ سمیت طلب کر لیا گیا۔ عدالت نے ریمارکس دیے کہ قانون کی بالادستی ہر صورت یقینی بنائی جائے گی۔ 47 روزنامہ آوازہ بقیہ شہر میں صفائی ستھرائی کی ابتر صورتحال پر شہریوں نے شدید احتجاج کیا اور مطالبہ کیا کہ بلدیاتی ادارے فوری طور پر کارروائی کریں۔ مظاہرین کا کہنا تھا کہ کئی ماہ سے کچرا نہیں اٹھایا گیا جس سے بیماریاں پھیلنے کا خدشہ ہے۔ [120,18,241,1588]
article-text: شہر میں صفائی ستھرائی کی ابتر صورتحال پر شہریوں نے شدید احتجاج کیا اور مطالبہ کیا کہ بلدیاتی ادارے فوری طور پر کارروائی کریں۔ مظاہرین کا کہنا تھا کہ کئی ماہ سے کچرا نہیں اٹھایا گیا جس سے بیماریاں پھیلنے کا خدشہ ہے۔ [4,824,117,899]
article-text: وزیراعلیٰ نے صوبے میں ترقیاتی منصوبوں کی بروقت تکمیل کے لیے سخت ہدایات جاری کر دیں اور کہا کہ عوامی فلاح کے منصوبوں میں کسی قسم کی تاخیر برداشت نہیں کی جائے گی۔ اجلاس میں متعلقہ محکموں کے سیکرٹریز نے بریفنگ دی۔ [4,610,117,685]
article-text: وزیراعلیٰ نے صوبے میں ترقیاتی منصوبوں کی بروقت تکمیل کے لیے سخت ہدایات جاری کر دیں اور کہا کہ عوامی فلاح کے منصوبوں میں کسی قسم کی تاخیر برداشت نہیں کی جائے گی۔ اجلاس میں متعلقہ محکموں کے سیکرٹریز نے بریفنگ دی۔ [4,148,117,223]
article-text: ملک بھر میں شدید گرمی کی لہر برقرار رہنے کا امکان ہے جبکہ محکمہ موسمیات نے عوام کو احتیاط کرنے کی ہدایت کی ہے اور شہریوں سے کہا گیا ہے کہ غیر ضروری طور پر دھوپ میں نکلنے سے گریز کریں۔ اس حوالے سے متعلقہ اداروں کو الرٹ رہنے کا حکم دیا گیا ہے تاکہ کسی بھی ہنگامی صورتحال سے بروقت نمٹا جا سکے۔ [4,971,117,1068]
article-text: عدالت نے کیس کی سماعت کے دوران فریقین کے دلائل سننے کے بعد فیصلہ محفوظ کر لیا اور آئندہ سماعت پر متعلقہ حکام کو ریکارڈ سمیت طلب کر لیا گیا۔ عدالت نے ریمارکس دیے کہ قانون کی بالادستی ہر صورت یقینی بنائی جائے گی۔ [4,1207,117,1282]
continuation-box: 44 روزنامہ آوازہ بقیہ [124,1350,238,1372]
continuation-box: 57 روزنامہ آوازہ بقیہ [4,798,117,820]
continuation-box: 36 روزنامہ آوازہ بقیہ [365,1001,478,1023]
continuation-box: 51 روزنامہ آوازہ بقیہ [124,832,238,854]
box-number: 53 [5,123,26,143]
